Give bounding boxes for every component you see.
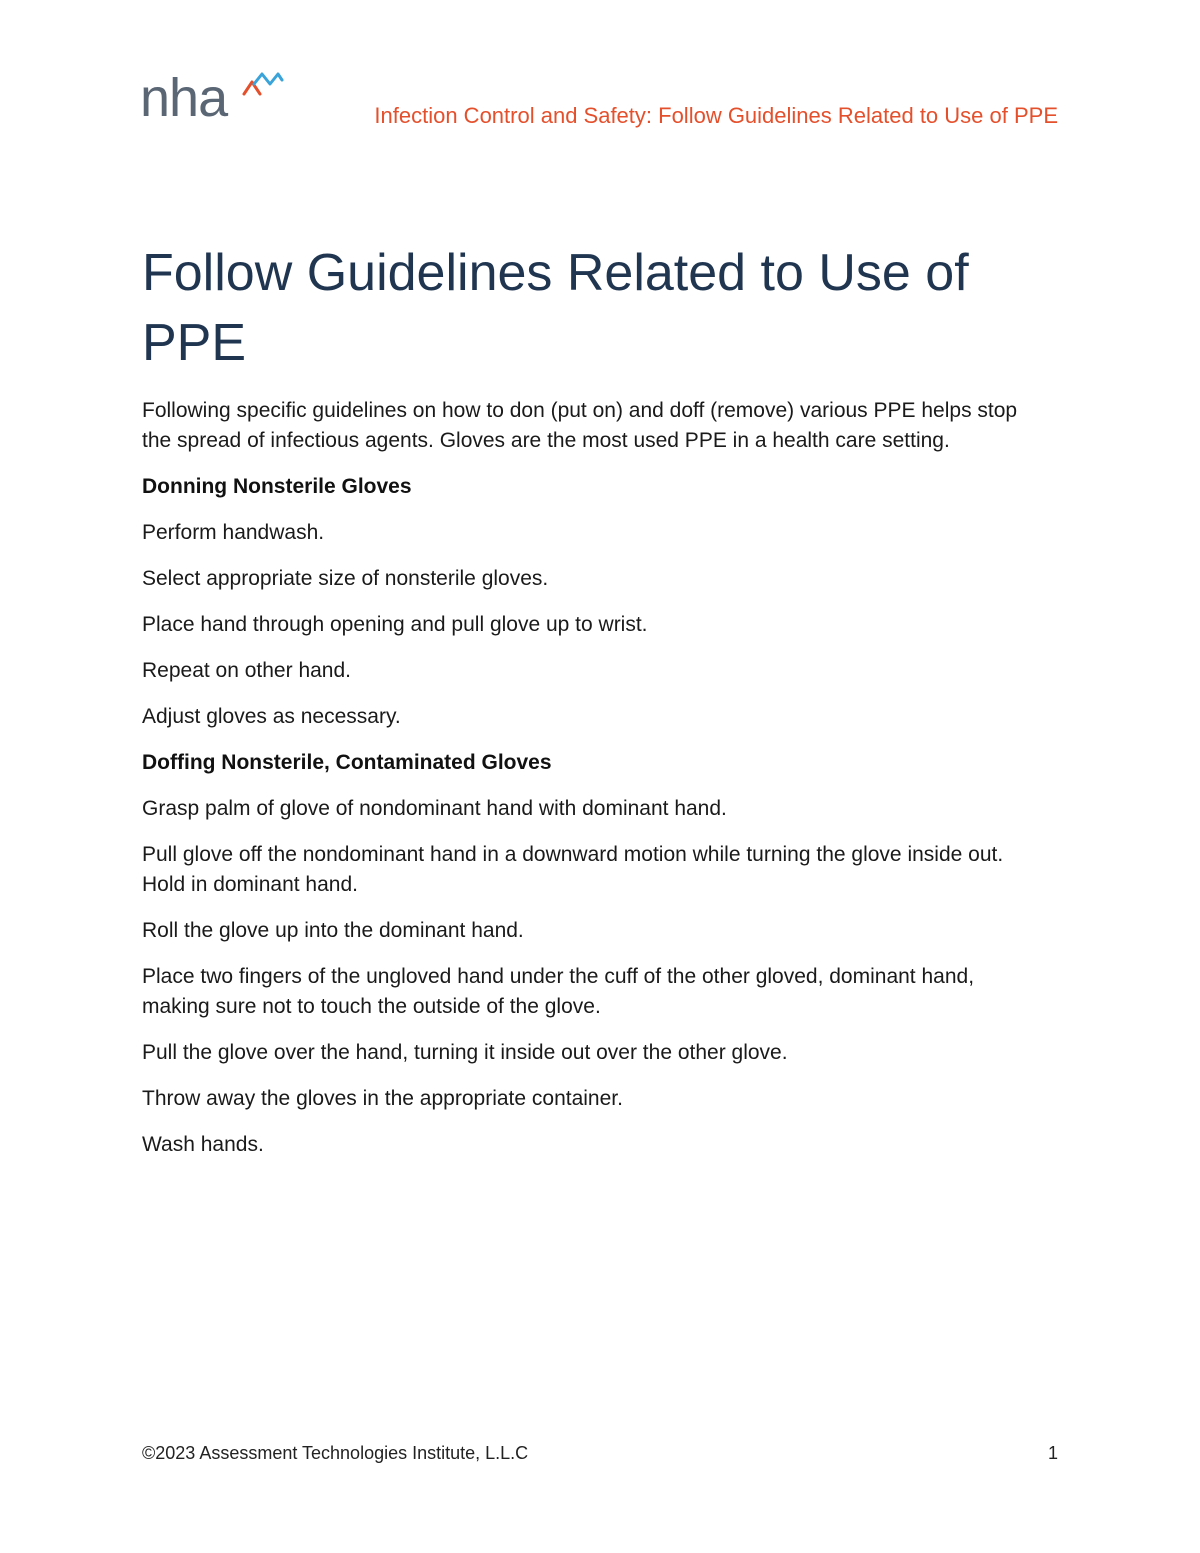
donning-step: Place hand through opening and pull glove up to wrist. [142, 613, 648, 636]
doffing-step: Pull the glove over the hand, turning it inside out over the other glove. [142, 1041, 788, 1064]
document-body [142, 396, 1042, 1176]
doffing-step: Throw away the gloves in the appropriate container. [142, 1087, 623, 1110]
donning-step: Adjust gloves as necessary. [142, 705, 401, 728]
doffing-step: Wash hands. [142, 1133, 264, 1156]
donning-step: Repeat on other hand. [142, 659, 351, 682]
page-number: 1 [1047, 1443, 1058, 1463]
page-title: Follow Guidelines Related to Use of PPE [142, 244, 969, 372]
header-title: Infection Control and Safety: Follow Guidelines Related to Use of PPE [374, 103, 1058, 128]
section-heading-donning: Donning Nonsterile Gloves [142, 475, 412, 498]
doffing-step: Place two fingers of the ungloved hand under the cuff of the other gloved, dominant hand, making sure not to touch the outside of the glove. [142, 965, 975, 1018]
logo-text: nha [140, 68, 228, 128]
doffing-step: Pull glove off the nondominant hand in a downward motion while turning the glove inside out. Hold in dominant hand. [142, 843, 1004, 896]
doffing-step: Roll the glove up into the dominant hand. [142, 919, 524, 942]
section-heading-doffing: Doffing Nonsterile, Contaminated Gloves [142, 751, 552, 774]
donning-step: Select appropriate size of nonsterile gloves. [142, 567, 549, 590]
doffing-step: Grasp palm of glove of nondominant hand with dominant hand. [142, 797, 727, 820]
footer-copyright: ©2023 Assessment Technologies Institute, L.L.C [142, 1443, 529, 1463]
logo-chevron-icon [240, 70, 286, 100]
donning-step: Perform handwash. [142, 521, 325, 544]
intro-paragraph: Following specific guidelines on how to don (put on) and doff (remove) various PPE helps stop the spread of infectious agents. Gloves are the most used PPE in a health care setting. [142, 399, 1018, 452]
nha-logo [140, 68, 290, 128]
